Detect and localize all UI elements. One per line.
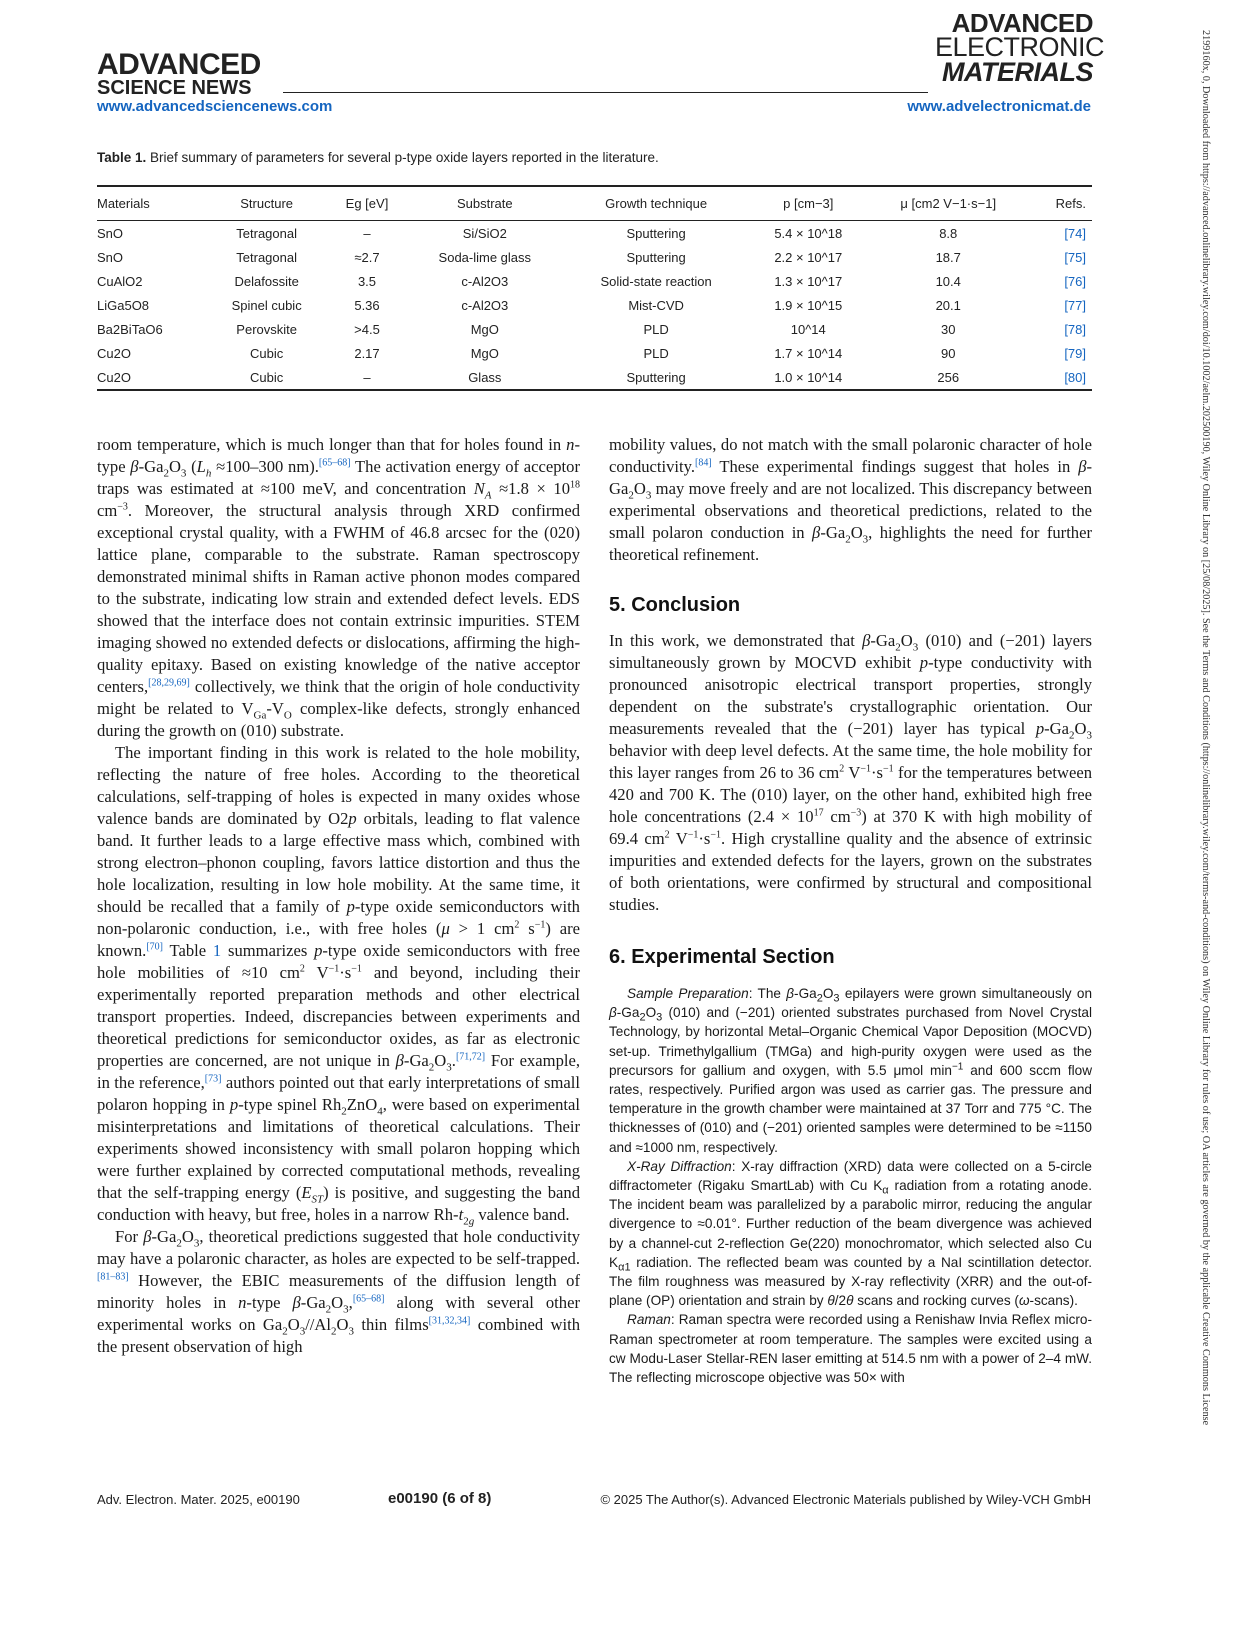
table-ref-link[interactable]: [77] [1064, 297, 1086, 313]
table-cell: CuAlO2 [97, 273, 143, 289]
body-column-right [609, 434, 1092, 1387]
table-cell: >4.5 [354, 321, 380, 337]
table-cell: Sputtering [626, 225, 686, 241]
download-side-note: 2199160x, 0, Downloaded from https://advanced.onlinelibrary.wiley.com/doi/10.1002/aelm.202500190, Wiley Online Library on [25/08/2025]. See the Terms and Conditions (https://onlinelibrary.wiley.com/terms-and-conditions) on Wiley Online Library for rules of use; OA articles are governed by the applicable Creative Commons License [1200, 30, 1211, 1426]
table-cell: 1.3 × 10^17 [774, 273, 843, 289]
section-heading-conclusion: 5. Conclusion [609, 594, 741, 616]
table-cell: Cubic [250, 345, 284, 361]
table-cell: 30 [941, 321, 956, 337]
table-cell: 5.36 [354, 297, 380, 313]
table-cell: Solid-state reaction [600, 273, 712, 289]
body-paragraph: For $\beta-Ga_2O_3$, theoretical predictions suggested that hole conductivity may have a polaronic character, as holes are expected to be self-trapped.[81–83] However, the EBIC measurements of the diffusion length of minority holes in n-type $\beta-Ga_2O_3,[65-68]$ along with several other experimental works on $Ga_2O_3//Al_2O_3$ thin films[31,32,34] combined with the present observation of high [97, 1227, 581, 1356]
table-header-row [97, 186, 1092, 221]
table-cell: LiGa5O8 [97, 297, 150, 313]
table-cell: 10.4 [935, 273, 961, 289]
table-cell: – [363, 225, 371, 241]
body-paragraph: In this work, we demonstrated that $\beta-Ga_2O_3$ (010) and (−201) layers simultaneously grown by MOCVD exhibit p-type conductivity with pronounced anisotropic electrical transport properties, strongly dependent on the substrate's crystallographic orientation. Our measurements revealed that the (−201) layer has typical $p-Ga_2O_3$ behavior with deep level defects. At the same time, the hole mobility for this layer ranges from 26 to 36 $cm^2$ $V^{-1}\cdot s^{-1}$ for the temperatures between 420 and 700 K. The (010) layer, on the other hand, exhibited high free hole concentrations ($2.4 \times 10^{17}$ $cm^{-3}$) at 370 K with high mobility of 69.4 $cm^2$ $V^{-1}\cdot s^{-1}$. High crystalline quality and the absence of extrinsic impurities and extended defects for the layers, grown on the substrates of both orientations, were confirmed by structural and compositional studies. [609, 631, 1092, 914]
journal-logo-line-3: MATERIALS [942, 56, 1093, 87]
table-cell: Tetragonal [236, 249, 297, 265]
table-cell: Tetragonal [236, 225, 297, 241]
experimental-paragraph: X-Ray Diffraction: X-ray diffraction (XRD) data were collected on a 5-circle diffractometer (Rigaku SmartLab) with Cu $K_\alpha$ radiation from a rotating anode. The incident beam was parallelized by a parabolic mirror, reducing the angular divergence to ≈0.01°. Further reduction of the beam divergence was achieved by a channel-cut 2-reflection Ge(220) monochromator, which selected also Cu $K_{\alpha 1}$ radiation. The reflected beam was counted by a NaI scintillation detector. The film roughness was measured by X-ray reflectivity (XRR) and the out-of-plane (OP) orientation and strain by θ/2θ scans and rocking curves (ω-scans). [609, 1158, 1092, 1309]
table-cell: PLD [643, 345, 669, 361]
logo-line-1: ADVANCED [97, 48, 261, 81]
body-paragraph: mobility values, do not match with the small polaronic character of hole conductivity.[84] These experimental findings suggest that holes in $\beta-Ga_2O_3$ may move freely and are not localized. This discrepancy between experimental observations and theoretical predictions, related to the small polaron conduction in $\beta-Ga_2O_3$, highlights the need for further theoretical refinement. [609, 435, 1092, 564]
table-cell: MgO [470, 345, 499, 361]
advanced-science-news-logo [97, 50, 261, 98]
table-row [97, 245, 1092, 269]
table-cell: 10^14 [790, 321, 826, 337]
table-cell: Glass [468, 369, 502, 385]
section-heading-experimental: 6. Experimental Section [609, 946, 835, 968]
table-cell: PLD [643, 321, 669, 337]
table-cell: 3.5 [357, 273, 377, 289]
table-ref-link[interactable]: [78] [1064, 321, 1086, 337]
journal-logo-line-1: ADVANCED [951, 8, 1093, 38]
table-cell: Cubic [250, 369, 284, 385]
footer-citation: Adv. Electron. Mater. 2025, e00190 [97, 1492, 300, 1507]
table-caption-label: Table 1. [97, 150, 147, 165]
advanced-electronic-materials-logo [935, 8, 1105, 87]
table-ref-link[interactable]: [80] [1064, 369, 1086, 385]
table-cell: ≈2.7 [354, 249, 380, 265]
table-cell: c-Al2O3 [461, 297, 509, 313]
table-row [97, 269, 1092, 293]
experimental-paragraph: Sample Preparation: The $\beta-Ga_2O_3$ epilayers were grown simultaneously on $\beta-Ga_2O_3$ (010) and (−201) oriented substrates purchased from Novel Crystal Technology, by horizontal Metal–Organic Chemical Vapor Deposition (MOCVD) set-up. Trimethylgallium (TMGa) and high-purity oxygen were used as the precursors for gallium and oxygen, with 5.5 μmol $\min^{-1}$ and 600 sccm flow rates, respectively. Purified argon was used as carrier gas. The pressure and temperature in the growth chamber were maintained at 37 Torr and 775 °C. The thicknesses of (010) and (−201) oriented samples were determined to be ≈1150 and ≈1000 nm, respectively. [609, 986, 1093, 1155]
table-header-cell: Growth technique [605, 196, 708, 211]
table-cell: SnO [97, 225, 124, 241]
table-row [97, 365, 1092, 390]
table-cell: Delafossite [234, 273, 299, 289]
table-cell: Sputtering [626, 249, 686, 265]
table-cell: – [363, 369, 371, 385]
table-cell: 2.2 × 10^17 [774, 249, 843, 265]
table-cell: MgO [470, 321, 499, 337]
table-row [97, 221, 1092, 246]
table-header-cell: Substrate [456, 196, 513, 211]
table-cell: SnO [97, 249, 124, 265]
table-ref-link[interactable]: [79] [1064, 345, 1086, 361]
header-rule [283, 92, 928, 93]
footer-copyright: © 2025 The Author(s). Advanced Electronic Materials published by Wiley-VCH GmbH [600, 1492, 1091, 1507]
experimental-paragraph: Raman: Raman spectra were recorded using a Renishaw Invia Reflex micro-Raman spectrometer at room temperature. The samples were excited using a cw Modu-Laser Stellar-REN laser emitting at 514.5 nm with a power of 2–4 mW. The reflecting microscope objective was 50× with [609, 1312, 1092, 1386]
table-cell: 8.8 [939, 225, 958, 241]
table-cell: Ba2BiTaO6 [97, 321, 163, 337]
table-header-cell: μ [cm2 V−1·s−1] [900, 196, 997, 211]
table-header-cell: Refs. [1055, 196, 1086, 211]
table-cell: Cu2O [97, 345, 131, 361]
table-header-cell: p [cm−3] [783, 196, 834, 211]
footer-page-number: e00190 (6 of 8) [388, 1490, 492, 1507]
table-cell: 2.17 [354, 345, 380, 361]
table-cell: Sputtering [626, 369, 686, 385]
table-cell: Spinel cubic [231, 297, 302, 313]
table-cell: 20.1 [935, 297, 961, 313]
table-ref-link[interactable]: [76] [1064, 273, 1086, 289]
table-cell: 1.0 × 10^14 [774, 369, 843, 385]
table-cell: 18.7 [935, 249, 961, 265]
table-row [97, 317, 1092, 341]
table-cell: Si/SiO2 [462, 225, 507, 241]
table-cell: Perovskite [236, 321, 297, 337]
journal-url-link[interactable]: www.advelectronicmat.de [907, 98, 1091, 115]
table-cell: 256 [937, 369, 960, 385]
body-paragraph: The important finding in this work is related to the hole mobility, reflecting the nature of free holes. According to the theoretical calculations, self-trapping of holes is expected in many oxides whose valence bands are dominated by O2p orbitals, leading to flat valence band. It further leads to a large effective mass which, combined with strong electron–phonon coupling, favors lattice distortion and thus the hole localization, resulting in low hole mobility. At the same time, it should be recalled that a family of p-type oxide semiconductors with non-polaronic conduction, i.e., with free holes (μ > 1 $cm^2$ $s^{-1}$) are known.[70] Table 1 summarizes p-type oxide semiconductors with free hole mobilities of ≈10 $cm^2$ $V^{-1}\cdot s^{-1}$ and beyond, including their experimentally reported preparation methods and other electrical transport properties. Indeed, discrepancies between experiments and theoretical predictions for semiconductor oxides, as far as electronic properties are concerned, are not unique in $\beta-Ga_2O_3.[71,72]$ For example, in the reference,[73] authors pointed out that early interpretations of small polaron hopping in p-type spinel $Rh_2ZnO_4$, were based on experimental misinterpretations and limitations of theoretical calculations. Their experiments showed inconsistency with small polaron hopping which were further explained by corrected computational methods, revealing that the self-trapping energy $(E_{ST})$ is positive, and suggesting the band conduction with heavy, but free, holes in a narrow $Rh-t_{2g}$ valence band. [97, 743, 581, 1228]
table-cell: 1.9 × 10^15 [774, 297, 843, 313]
table-cell: 1.7 × 10^14 [774, 345, 843, 361]
table-row [97, 293, 1092, 317]
journal-logo-line-2: ELECTRONIC [935, 32, 1105, 63]
table-cell: Mist-CVD [628, 297, 684, 313]
table-header-cell: Materials [97, 196, 150, 211]
table-ref-link[interactable]: [74] [1064, 225, 1086, 241]
table-cell: Cu2O [97, 369, 131, 385]
table-cell: Soda-lime glass [438, 249, 532, 265]
logo-line-2: SCIENCE NEWS [97, 77, 252, 99]
table-cell: c-Al2O3 [461, 273, 509, 289]
publisher-url-link[interactable]: www.advancedsciencenews.com [97, 98, 333, 115]
parameters-table [97, 185, 1092, 391]
body-column-left [97, 434, 580, 1358]
table-header-cell: Eg [eV] [345, 196, 389, 211]
experimental-text [609, 984, 1092, 1387]
table-caption-text: Brief summary of parameters for several p-type oxide layers reported in the literature. [150, 150, 659, 165]
table-row [97, 341, 1092, 365]
table-header-cell: Structure [240, 196, 294, 211]
table-caption [97, 150, 659, 165]
table-cell: 90 [941, 345, 956, 361]
table-cell: 5.4 × 10^18 [774, 225, 843, 241]
body-paragraph: room temperature, which is much longer than that for holes found in n-type $\beta-Ga_2O_3$ ($L_h \approx 100-300$ nm).[65–68] The activation energy of acceptor traps was estimated at ≈100 meV, and concentration $N_A \approx 1.8 \times 10^{18}$ $cm^{-3}$. Moreover, the structural analysis through XRD confirmed exceptional crystal quality, with a FWHM of 46.8 arcsec for the (020) lattice plane, comparable to the substrate. Raman spectroscopy demonstrated minimal shifts in Raman active phonon modes compared to the substrate, indicating low strain and extended defect levels. EDS showed that the interface does not contain extrinsic impurities. STEM imaging showed no extended defects or dislocations, affirming the high-quality epitaxy. Based on existing knowledge of the native acceptor centers,[28,29,69] collectively, we think that the origin of hole conductivity might be related to $V_{Ga}-V_O$ complex-like defects, strongly enhanced during the growth on (010) substrate. [97, 435, 580, 740]
table-ref-link[interactable]: [75] [1064, 249, 1086, 265]
